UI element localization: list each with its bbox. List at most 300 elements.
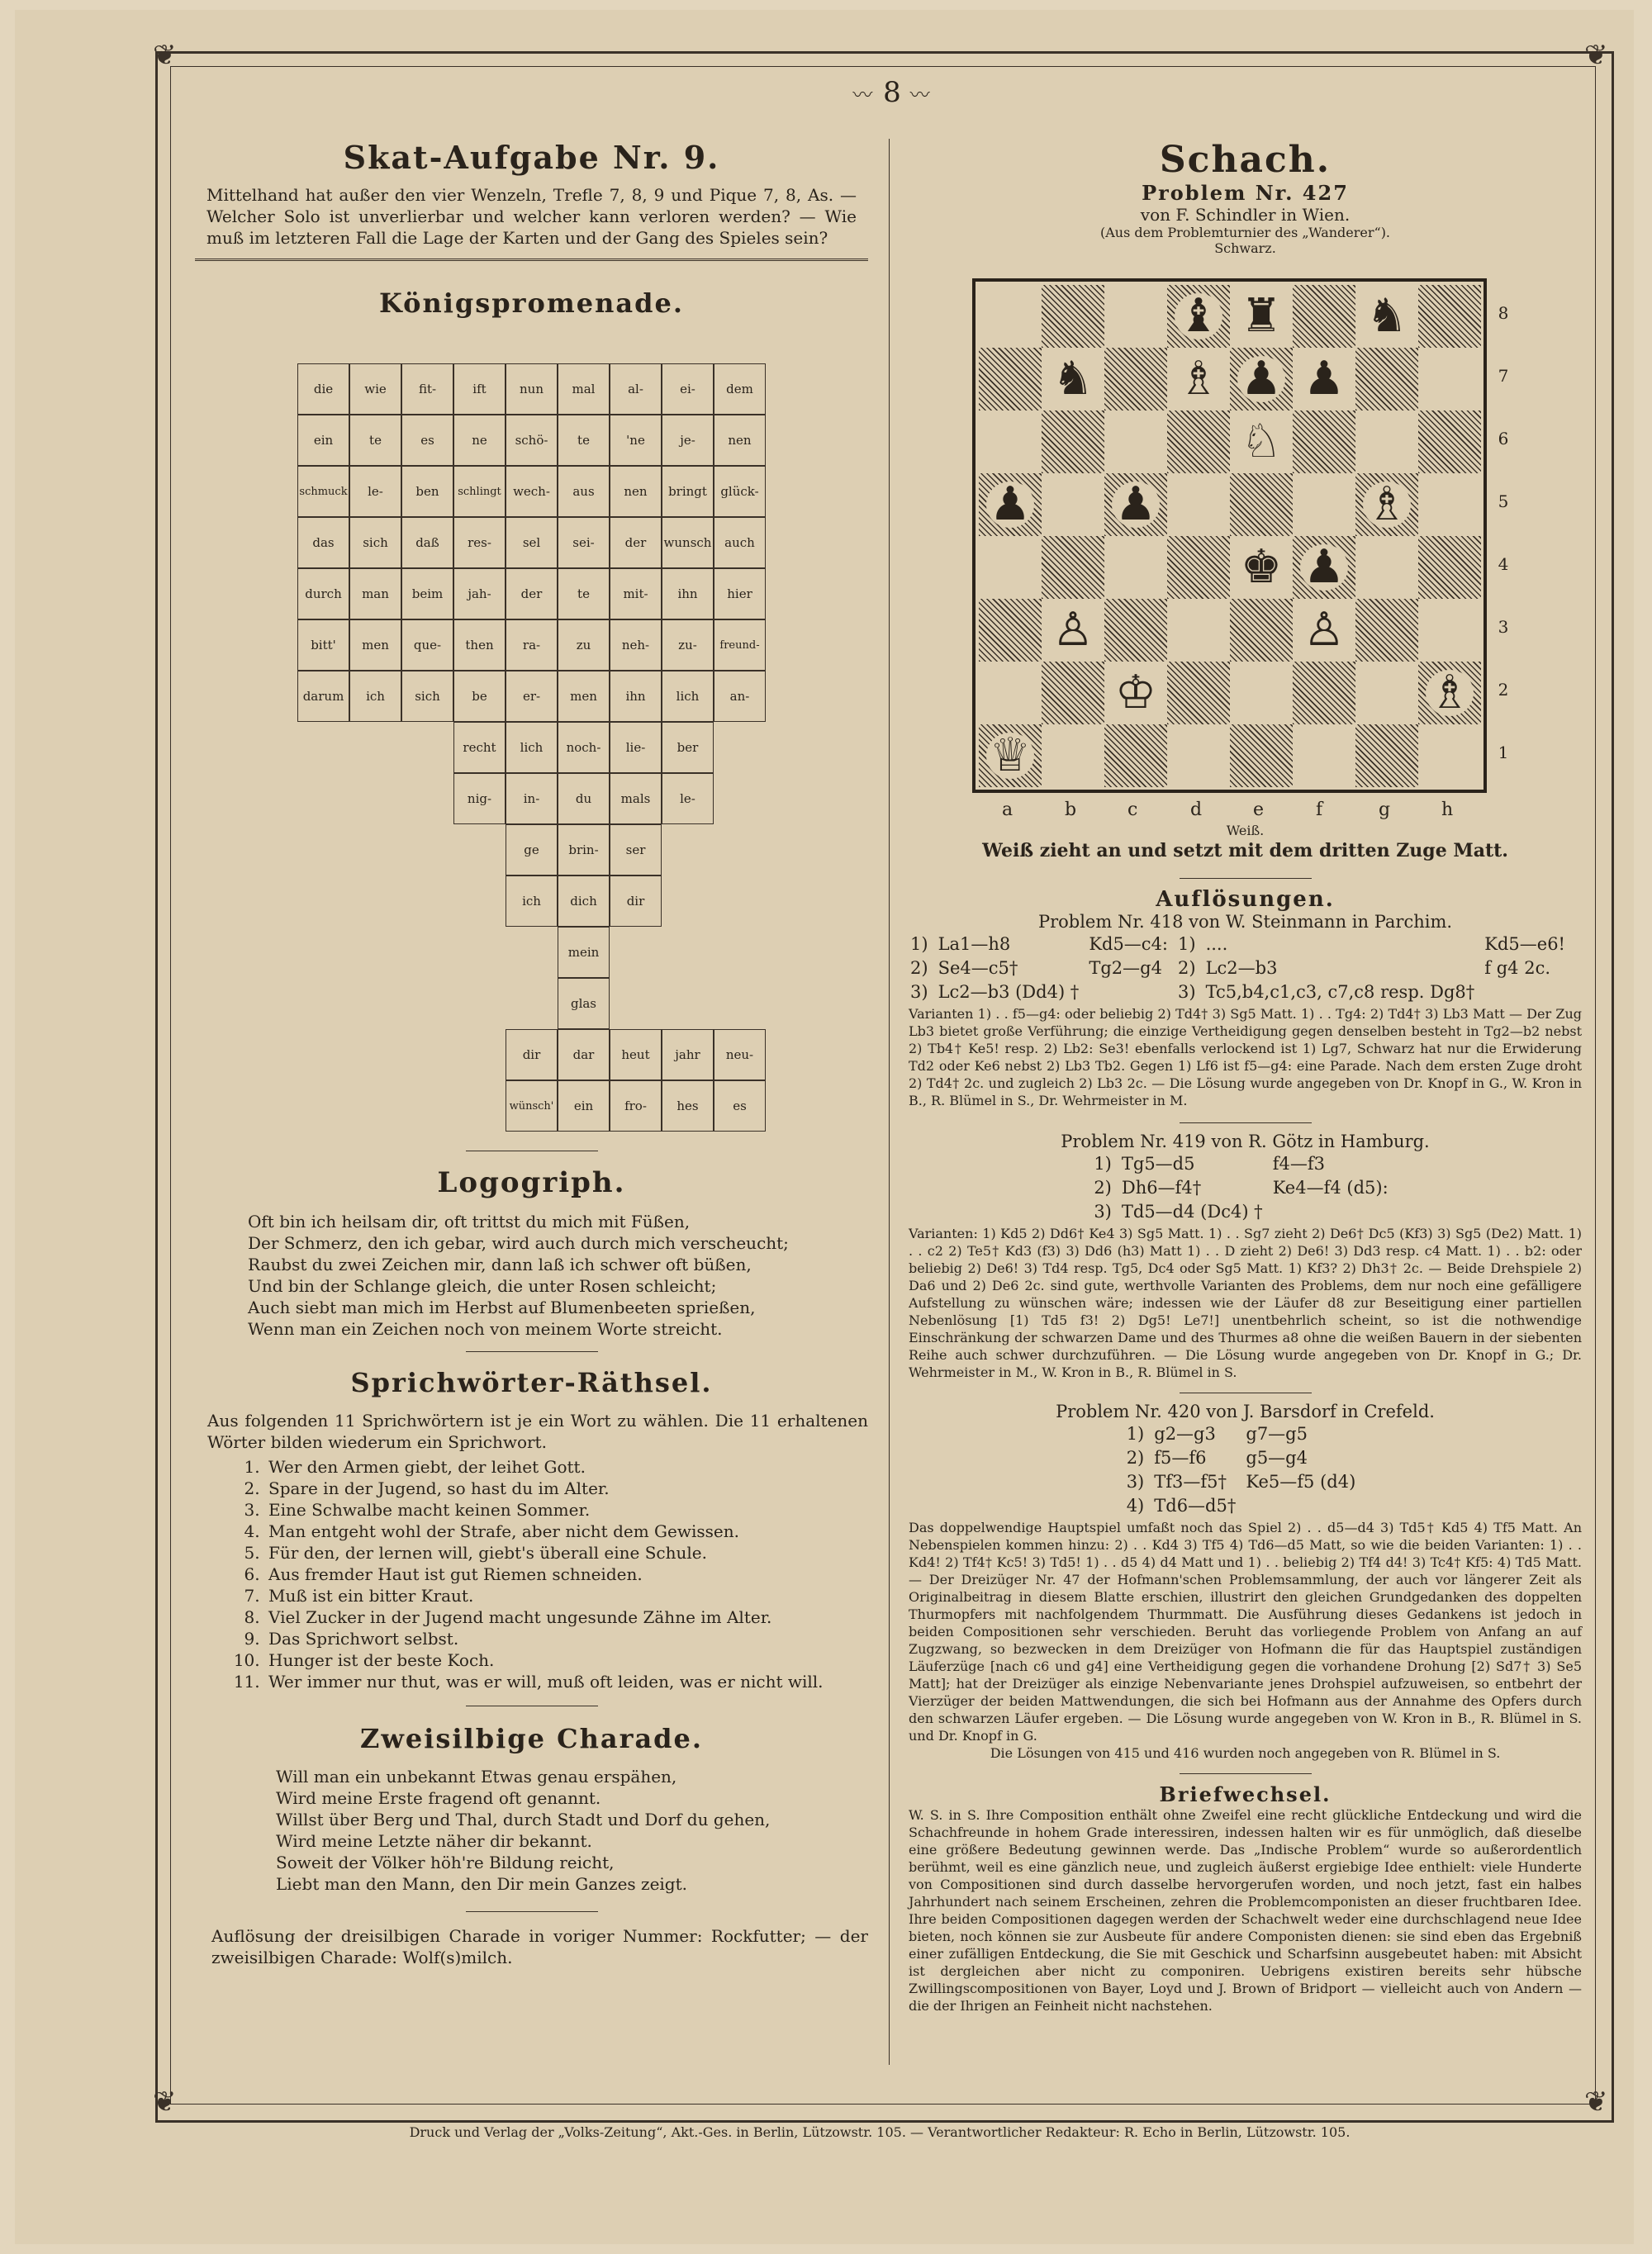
grid-cell: der bbox=[506, 568, 558, 619]
chess-square bbox=[1104, 473, 1167, 536]
grid-cell: ge bbox=[506, 824, 558, 876]
chess-square bbox=[1293, 536, 1355, 599]
move-cell: Tf3—f5† bbox=[1154, 1472, 1227, 1492]
list-item: 7. Muß ist ein bitter Kraut. bbox=[265, 1585, 868, 1606]
grid-cell: die bbox=[297, 363, 349, 415]
grid-cell: das bbox=[297, 517, 349, 568]
skat-text: Mittelhand hat außer den vier Wenzeln, Trefle 7, 8, 9 und Pique 7, 8, As. — Welcher Solo ist unverlierbar und welcher kann verloren werden? — Wie muß im letzteren Fall die Lage der Karten und der Gang des Spieles sein? bbox=[206, 185, 857, 248]
grid-cell: ihn bbox=[610, 671, 662, 722]
grid-cell: ei- bbox=[662, 363, 714, 415]
poem-line: Liebt man den Mann, den Dir mein Ganzes zeigt. bbox=[276, 1874, 687, 1894]
chess-piece: ♟ bbox=[1300, 356, 1348, 402]
move-cell: 2) bbox=[910, 958, 928, 978]
chess-square bbox=[1104, 536, 1167, 599]
chess-piece: ♘ bbox=[1237, 419, 1285, 465]
footer-rule bbox=[161, 2121, 1603, 2123]
grid-cell: ser bbox=[610, 824, 662, 876]
move-cell: Kd5—e6! bbox=[1484, 934, 1566, 954]
move-cell: 3) bbox=[1178, 982, 1196, 1002]
chess-square bbox=[1167, 724, 1230, 787]
rank-label: 3 bbox=[1498, 617, 1509, 637]
grid-cell: glas bbox=[558, 978, 610, 1029]
grid-cell: bitt' bbox=[297, 619, 349, 671]
sprichwoerter-title: Sprichwörter-Räthsel. bbox=[350, 1367, 713, 1398]
grid-cell: hes bbox=[662, 1080, 714, 1132]
grid-cell: man bbox=[349, 568, 401, 619]
move-cell: Ke5—f5 (d4) bbox=[1246, 1472, 1356, 1492]
grid-cell: zu- bbox=[662, 619, 714, 671]
chess-square bbox=[1167, 285, 1230, 348]
move-cell: 1) bbox=[910, 934, 928, 954]
grid-cell: sich bbox=[401, 671, 453, 722]
grid-cell: nun bbox=[506, 363, 558, 415]
move-row bbox=[1127, 1423, 1365, 1445]
grid-cell: recht bbox=[453, 722, 506, 773]
move-cell bbox=[1273, 1201, 1397, 1223]
grid-cell: mal bbox=[558, 363, 610, 415]
move-row bbox=[1094, 1153, 1396, 1175]
chess-square bbox=[1042, 662, 1104, 724]
poem-line: Willst über Berg und Thal, durch Stadt und Dorf du gehen, bbox=[276, 1810, 771, 1829]
grid-cell: es bbox=[714, 1080, 766, 1132]
p420-moves bbox=[1125, 1421, 1366, 1519]
chess-piece: ♗ bbox=[1426, 670, 1474, 716]
sprichwoerter-intro: Aus folgenden 11 Sprichwörtern ist je ein Wort zu wählen. Die 11 erhaltenen Wörter bilden wiederum ein Sprichwort. bbox=[207, 1411, 868, 1452]
grid-cell: wünsch' bbox=[506, 1080, 558, 1132]
corner-ornament-icon: ❦ bbox=[1584, 39, 1608, 72]
move-cell: Kd5—c4: bbox=[1089, 934, 1169, 954]
poem-line: Der Schmerz, den ich gebar, wird auch durch mich verscheucht; bbox=[248, 1233, 789, 1253]
left-column-lower bbox=[195, 1151, 868, 1968]
chess-square bbox=[1230, 410, 1293, 473]
move-cell: Tg5—d5 bbox=[1121, 1154, 1195, 1174]
chess-square bbox=[1418, 536, 1481, 599]
chess-square bbox=[1418, 348, 1481, 410]
grid-cell: nen bbox=[714, 415, 766, 466]
page-number-header bbox=[793, 76, 991, 109]
chess-piece: ♚ bbox=[1237, 544, 1285, 591]
move-row bbox=[910, 957, 1574, 980]
poem-line: Auch siebt man mich im Herbst auf Blumenbeeten sprießen, bbox=[248, 1298, 756, 1317]
chess-square bbox=[979, 536, 1042, 599]
chess-square bbox=[1418, 285, 1481, 348]
grid-cell: que- bbox=[401, 619, 453, 671]
move-cell bbox=[1484, 981, 1574, 1004]
grid-cell: ben bbox=[401, 466, 453, 517]
column-separator bbox=[889, 139, 890, 2065]
move-cell: 1) bbox=[1126, 1424, 1145, 1444]
grid-cell: der bbox=[610, 517, 662, 568]
rank-label: 8 bbox=[1498, 303, 1509, 323]
chess-square bbox=[979, 348, 1042, 410]
right-column bbox=[909, 139, 1582, 256]
grid-cell: schmuck bbox=[297, 466, 349, 517]
charade-title: Zweisilbige Charade. bbox=[359, 1723, 704, 1754]
move-cell: Td6—d5† bbox=[1154, 1496, 1237, 1516]
grid-cell: nig- bbox=[453, 773, 506, 824]
chess-square bbox=[1293, 410, 1355, 473]
chess-square bbox=[1230, 599, 1293, 662]
grid-cell: sel bbox=[506, 517, 558, 568]
grid-cell: dir bbox=[506, 1029, 558, 1080]
p420-note: Das doppelwendige Hauptspiel umfaßt noch das Spiel 2) . . d5—d4 3) Td5† Kd5 4) Tf5 Matt. An Nebenspielen kommen hinzu: 2) . . Kd4 3) Tf5 4) Td6—d5 Matt, so wie die beiden Varianten: 1) . . Kd4! 2) Tf4† Kc5! 3) Td5! 1) . . d5 4) d4 Matt und 1) . . beliebig 2) Tf4 d4! 3) Tc4† Kf5: 4) Td5 Matt. — Der Dreizüger Nr. 47 der Hofmann'schen Problemsammlung, der auch vor längerer Zeit als Originalbeitrag in diesem Blatte erschien, illustrirt den gleichen Grundgedanken des doppelten Thurmopfers mit nachfolgendem Thurmmatt. Die Ausführung dieses Gedankens ist jedoch in beiden Compositionen sehr verschieden. Beruht das vorliegende Problem von Anfang an auf Zugzwang, so bezwecken in dem Dreizüger von Hofmann die für das Hauptspiel zuständigen Läuferzüge [nach c6 und g4] eine Vertheidigung gegen die vorhandene Drohung [2) Sd7† 3) Se5 Matt]; hat der Dreizüger als einzige Nebenvariante jenes Drohspiel aufzuweisen, so entbehrt der Vierzüger der beiden Mattwendungen, die sich bei Hofmann aus der Annahme des Opfers durch den schwarzen Läufer ergeben. — Die Lösung wurde angegeben von W. Kron in B., R. Blümel in S. und Dr. Knopf in G. bbox=[909, 1520, 1582, 1744]
grid-cell: es bbox=[401, 415, 453, 466]
briefwechsel-title: Briefwechsel. bbox=[1159, 1782, 1332, 1806]
chess-square bbox=[1104, 599, 1167, 662]
chess-square bbox=[1104, 662, 1167, 724]
corner-ornament-icon: ❦ bbox=[1584, 2086, 1608, 2119]
list-item: 9. Das Sprichwort selbst. bbox=[265, 1628, 868, 1649]
p420-note2: Die Lösungen von 415 und 416 wurden noch angegeben von R. Blümel in S. bbox=[990, 1745, 1501, 1761]
grid-cell: men bbox=[349, 619, 401, 671]
move-cell: g5—g4 bbox=[1246, 1448, 1308, 1468]
chess-piece: ♙ bbox=[1300, 607, 1348, 653]
chess-square bbox=[1167, 599, 1230, 662]
corner-ornament-icon: ❦ bbox=[153, 2086, 177, 2119]
move-row bbox=[1127, 1447, 1365, 1469]
chess-square bbox=[1230, 473, 1293, 536]
rank-label: 5 bbox=[1498, 491, 1509, 511]
move-cell: f g4 2c. bbox=[1484, 958, 1551, 978]
section-divider bbox=[466, 1911, 598, 1912]
grid-cell: mit- bbox=[610, 568, 662, 619]
grid-cell: heut bbox=[610, 1029, 662, 1080]
left-column bbox=[195, 139, 868, 319]
list-item: 3. Eine Schwalbe macht keinen Sommer. bbox=[265, 1499, 868, 1521]
grid-cell: neh- bbox=[610, 619, 662, 671]
chess-piece: ♗ bbox=[1175, 356, 1222, 402]
grid-cell: nen bbox=[610, 466, 662, 517]
chess-piece: ♔ bbox=[1112, 670, 1160, 716]
chess-piece: ♕ bbox=[986, 733, 1034, 779]
chess-square bbox=[1042, 536, 1104, 599]
chess-square bbox=[1104, 348, 1167, 410]
briefwechsel-text: W. S. in S. Ihre Composition enthält ohne Zweifel eine recht glückliche Entdeckung und wird die Schachfreunde in hohem Grade interessiren, indessen halten wir es für unmöglich, daß dieselbe eine größere Bedeutung gewinnen werde. Das „Indische Problem“ wurde so außerordentlich berühmt, weil es eine gänzlich neue, und zugleich äußerst ergiebige Idee enthielt: viele Hunderte von Compositionen sind durch dasselbe hervorgerufen worden, und noch jetzt, fast ein halbes Jahrhundert nach seinem Erscheinen, zehren die Problemcomponisten an dieser fruchtbaren Idee. Ihre beiden Compositionen dagegen werden der Schachwelt weder eine durchschlagend neue Idee bieten, noch können sie zur Ausbeute für andere Componisten dienen: sie sind eben das Ergebniß einer zufälligen Entdeckung, die Sie mit Geschick und Scharfsinn ausgebeutet haben: mit Absicht ist dergleichen aber nicht zu componiren. Uebrigens existiren bereits sehr hübsche Zwillingscompositionen von Bayer, Loyd und J. Brown of Bridport — vielleicht auch von Andern — die der Ihrigen an Feinheit nicht nachstehen. bbox=[909, 1807, 1582, 2014]
grid-cell: je- bbox=[662, 415, 714, 466]
p418-note: Varianten 1) . . f5—g4: oder beliebig 2) Td4† 3) Sg5 Matt. 1) . . Tg4: 2) Td4† 3) Lb3 Matt — Der Zug Lb3 bietet große Verführung; die einzige Vertheidigung gegen denselben besteht in Tg2—b2 nebst 2) Tb4† Ke5! resp. 2) Lb2: Se3! ebenfalls verlockend ist 1) Lg7, Schwarz hat nur die Erwiderung Td2 oder Ke6 nebst 2) Lb3 Tb2. Gegen 1) Lf6 ist f5—g4: eine Parade. Nach dem ersten Zuge droht 2) Td4† 2c. und zugleich 2) Lb3 2c. — Die Lösung wurde angegeben von Dr. Knopf in G., W. Kron in B., R. Blümel in S., Dr. Wehrmeister in M. bbox=[909, 1006, 1582, 1108]
footer-imprint: Druck und Verlag der „Volks-Zeitung“, Akt.-Ges. in Berlin, Lützowstr. 105. — Verantwortlicher Redakteur: R. Echo in Berlin, Lützowstr. 105. bbox=[409, 2124, 1351, 2140]
grid-cell: te bbox=[558, 568, 610, 619]
chess-square bbox=[1293, 662, 1355, 724]
poem-line: Wird meine Erste fragend oft genannt. bbox=[276, 1788, 601, 1808]
move-row bbox=[1127, 1471, 1365, 1493]
poem-line: Wenn man ein Zeichen noch von meinem Worte streicht. bbox=[248, 1319, 723, 1339]
file-label: e bbox=[1253, 800, 1265, 820]
grid-cell: then bbox=[453, 619, 506, 671]
file-label: f bbox=[1316, 800, 1323, 820]
chess-square bbox=[1167, 473, 1230, 536]
move-cell: Dh6—f4† bbox=[1121, 1178, 1202, 1198]
black-label: Schwarz. bbox=[1214, 240, 1276, 256]
grid-cell: schö- bbox=[506, 415, 558, 466]
grid-cell: schlingt bbox=[453, 466, 506, 517]
chess-square bbox=[1042, 285, 1104, 348]
chess-piece: ♙ bbox=[1049, 607, 1097, 653]
grid-cell: ein bbox=[297, 415, 349, 466]
poem-line: Raubst du zwei Zeichen mir, dann laß ich schwer oft büßen, bbox=[248, 1255, 752, 1274]
chess-piece: ♟ bbox=[1300, 544, 1348, 591]
chess-square bbox=[1293, 348, 1355, 410]
move-cell: g2—g3 bbox=[1154, 1424, 1216, 1444]
aufloesungen-title: Auflösungen. bbox=[1156, 887, 1335, 912]
move-cell: f4—f3 bbox=[1272, 1154, 1325, 1174]
problem-author: von F. Schindler in Wien. bbox=[1140, 205, 1351, 225]
grid-cell: lich bbox=[506, 722, 558, 773]
list-item: 2. Spare in der Jugend, so hast du im Alter. bbox=[265, 1478, 868, 1499]
rank-label: 6 bbox=[1498, 429, 1509, 448]
chess-piece: ♞ bbox=[1363, 293, 1411, 339]
logogriph-title: Logogriph. bbox=[437, 1166, 626, 1199]
poem-line: Oft bin ich heilsam dir, oft trittst du mich mit Füßen, bbox=[248, 1212, 691, 1231]
file-label: h bbox=[1441, 800, 1454, 820]
move-cell: Tc5,b4,c1,c3, c7,c8 resp. Dg8† bbox=[1205, 982, 1475, 1002]
chess-square bbox=[1355, 724, 1418, 787]
move-cell: Tg2—g4 bbox=[1089, 958, 1162, 978]
chess-square bbox=[1104, 410, 1167, 473]
list-item: 5. Für den, der lernen will, giebt's überall eine Schule. bbox=[265, 1542, 868, 1564]
move-cell: Lc2—b3 (Dd4) † bbox=[938, 982, 1080, 1002]
move-cell bbox=[1089, 981, 1176, 1004]
move-cell: 3) bbox=[1094, 1202, 1112, 1222]
file-label: a bbox=[1002, 800, 1014, 820]
move-cell: Lc2—b3 bbox=[1205, 958, 1278, 978]
grid-cell: wech- bbox=[506, 466, 558, 517]
poem-line: Wird meine Letzte näher dir bekannt. bbox=[276, 1831, 592, 1851]
grid-cell: an- bbox=[714, 671, 766, 722]
grid-cell: ra- bbox=[506, 619, 558, 671]
grid-cell: dem bbox=[714, 363, 766, 415]
chess-square bbox=[1230, 536, 1293, 599]
grid-cell: ne bbox=[453, 415, 506, 466]
chess-square bbox=[1355, 410, 1418, 473]
poem-line: Will man ein unbekannt Etwas genau erspähen, bbox=[276, 1767, 677, 1787]
move-cell: f5—f6 bbox=[1154, 1448, 1207, 1468]
koenigspromenade-grid bbox=[297, 363, 768, 1111]
skat-divider bbox=[195, 259, 868, 261]
grid-cell: te bbox=[558, 415, 610, 466]
grid-cell: glück- bbox=[714, 466, 766, 517]
chess-square bbox=[1230, 724, 1293, 787]
section-divider bbox=[1180, 1773, 1312, 1774]
chess-square bbox=[979, 599, 1042, 662]
chess-piece: ♗ bbox=[1363, 482, 1411, 528]
chess-square bbox=[1230, 348, 1293, 410]
move-cell: 1) bbox=[1094, 1154, 1112, 1174]
grid-cell: ihn bbox=[662, 568, 714, 619]
p419-note: Varianten: 1) Kd5 2) Dd6† Ke4 3) Sg5 Matt. 1) . . Sg7 zieht 2) De6† Dc5 (Kf3) 3) Sg5 (De2) Matt. 1) . . c2 2) Te5† Kd3 (f3) 3) Dd6 (h3) Matt 1) . . D zieht 2) De6! 3) Dd3 resp. c4 Matt. 1) . . b2: oder beliebig 2) De6! 3) Td4 resp. Tg5, Dc4 oder Sg5 Matt. 1) Kf3? 2) Dh3† 2c. — Beide Drehspiele 2) Da6 und 2) De6 2c. sind gute, werthvolle Varianten des Problems, dem nur noch eine gefälligere Aufstellung zu wünschen wäre; indessen wie der Läufer d8 zur Beseitigung einer partiellen Nebenlösung [1) Td5 f3! 2) Dg5! Le7!] unentbehrlich scheint, so ist die nothwendige Einschränkung der schwarzen Dame und des Thurmes a8 ohne die weißen Bauern in der siebenten Reihe auch schwer durchzuführen. — Die Lösung wurde angegeben von Dr. Knopf in G.; Dr. Wehrmeister in M., W. Kron in B., R. Blümel in S. bbox=[909, 1226, 1582, 1380]
chess-square bbox=[1355, 348, 1418, 410]
right-column-lower bbox=[909, 823, 1582, 2014]
schach-title: Schach. bbox=[1159, 139, 1332, 181]
move-cell: 2) bbox=[1126, 1448, 1145, 1468]
grid-cell: freund- bbox=[714, 619, 766, 671]
charade-poem bbox=[195, 1766, 868, 1895]
list-item: 8. Viel Zucker in der Jugend macht ungesunde Zähne im Alter. bbox=[265, 1606, 868, 1628]
poem-line: Soweit der Völker höh're Bildung reicht, bbox=[276, 1853, 615, 1872]
list-item: 6. Aus fremder Haut ist gut Riemen schneiden. bbox=[265, 1564, 868, 1585]
p418-moves bbox=[909, 932, 1575, 1005]
section-divider bbox=[1180, 878, 1312, 879]
list-item: 10. Hunger ist der beste Koch. bbox=[265, 1649, 868, 1671]
move-row bbox=[1094, 1201, 1396, 1223]
grid-cell: ein bbox=[558, 1080, 610, 1132]
charade-solution: Auflösung der dreisilbigen Charade in voriger Nummer: Rockfutter; — der zweisilbigen Charade: Wolf(s)milch. bbox=[211, 1926, 868, 1967]
rank-label: 7 bbox=[1498, 366, 1509, 386]
chess-square bbox=[1167, 348, 1230, 410]
rank-label: 1 bbox=[1498, 743, 1509, 762]
chess-piece: ♞ bbox=[1049, 356, 1097, 402]
grid-cell: al- bbox=[610, 363, 662, 415]
chess-square bbox=[979, 473, 1042, 536]
chess-square bbox=[1293, 599, 1355, 662]
chess-square bbox=[979, 410, 1042, 473]
grid-cell: jahr bbox=[662, 1029, 714, 1080]
move-row bbox=[910, 981, 1574, 1004]
chess-piece: ♟ bbox=[1112, 482, 1160, 528]
grid-cell: daß bbox=[401, 517, 453, 568]
chess-square bbox=[1418, 724, 1481, 787]
chess-square bbox=[1167, 410, 1230, 473]
grid-cell: bringt bbox=[662, 466, 714, 517]
file-label: d bbox=[1190, 800, 1203, 820]
move-cell: Ke4—f4 (d5): bbox=[1272, 1178, 1389, 1198]
chess-piece: ♝ bbox=[1175, 293, 1222, 339]
chess-square bbox=[1167, 536, 1230, 599]
grid-cell: hier bbox=[714, 568, 766, 619]
grid-cell: sei- bbox=[558, 517, 610, 568]
grid-cell: in- bbox=[506, 773, 558, 824]
p420-title: Problem Nr. 420 von J. Barsdorf in Crefeld. bbox=[1056, 1402, 1435, 1421]
chess-square bbox=[1230, 662, 1293, 724]
chess-square bbox=[1355, 473, 1418, 536]
grid-cell: wie bbox=[349, 363, 401, 415]
chess-square bbox=[1167, 662, 1230, 724]
grid-cell: fit- bbox=[401, 363, 453, 415]
grid-cell: fro- bbox=[610, 1080, 662, 1132]
poem-line: Und bin der Schlange gleich, die unter Rosen schleicht; bbox=[248, 1276, 717, 1296]
chess-piece: ♟ bbox=[1237, 356, 1285, 402]
list-item: 11. Wer immer nur thut, was er will, muß oft leiden, was er nicht will. bbox=[265, 1671, 868, 1692]
move-cell: La1—h8 bbox=[938, 934, 1011, 954]
grid-cell: beim bbox=[401, 568, 453, 619]
sprichwoerter-list bbox=[195, 1456, 868, 1692]
grid-cell: le- bbox=[349, 466, 401, 517]
chess-square bbox=[1355, 285, 1418, 348]
chess-square bbox=[1418, 599, 1481, 662]
rank-label: 2 bbox=[1498, 680, 1509, 700]
chess-piece: ♜ bbox=[1237, 293, 1285, 339]
move-cell: 3) bbox=[1126, 1472, 1145, 1492]
grid-cell: brin- bbox=[558, 824, 610, 876]
chess-square bbox=[979, 724, 1042, 787]
file-label: c bbox=[1127, 800, 1138, 820]
move-row bbox=[1127, 1495, 1365, 1517]
chess-board bbox=[972, 278, 1487, 793]
rank-label: 4 bbox=[1498, 554, 1509, 574]
grid-cell: neu- bbox=[714, 1029, 766, 1080]
grid-cell: zu bbox=[558, 619, 610, 671]
page-number: 8 bbox=[883, 76, 901, 109]
chess-square bbox=[1293, 285, 1355, 348]
grid-cell: mals bbox=[610, 773, 662, 824]
grid-cell: jah- bbox=[453, 568, 506, 619]
grid-cell: aus bbox=[558, 466, 610, 517]
grid-cell: mein bbox=[558, 927, 610, 978]
move-cell: 3) bbox=[910, 982, 928, 1002]
problem-source: (Aus dem Problemturnier des „Wanderer“). bbox=[1099, 225, 1391, 240]
chess-square bbox=[1042, 473, 1104, 536]
grid-cell: ift bbox=[453, 363, 506, 415]
grid-cell: wunsch bbox=[662, 517, 714, 568]
chess-square bbox=[1042, 410, 1104, 473]
grid-cell: lie- bbox=[610, 722, 662, 773]
grid-cell: dir bbox=[610, 876, 662, 927]
chess-square bbox=[1355, 599, 1418, 662]
p418-title: Problem Nr. 418 von W. Steinmann in Parchim. bbox=[1037, 912, 1453, 932]
grid-cell: durch bbox=[297, 568, 349, 619]
grid-cell: be bbox=[453, 671, 506, 722]
move-row bbox=[1094, 1177, 1396, 1199]
logogriph-poem bbox=[195, 1211, 868, 1340]
grid-cell: ich bbox=[349, 671, 401, 722]
grid-cell: noch- bbox=[558, 722, 610, 773]
move-cell: 2) bbox=[1178, 958, 1196, 978]
move-cell: g7—g5 bbox=[1246, 1424, 1308, 1444]
grid-cell: men bbox=[558, 671, 610, 722]
chess-square bbox=[1042, 348, 1104, 410]
file-label: g bbox=[1379, 800, 1391, 820]
chess-square bbox=[1104, 285, 1167, 348]
chess-square bbox=[1418, 662, 1481, 724]
skat-title: Skat-Aufgabe Nr. 9. bbox=[343, 139, 720, 176]
move-cell: 1) bbox=[1178, 934, 1196, 954]
grid-cell: er- bbox=[506, 671, 558, 722]
grid-cell: dich bbox=[558, 876, 610, 927]
chess-square bbox=[1293, 473, 1355, 536]
grid-cell: du bbox=[558, 773, 610, 824]
white-label: Weiß. bbox=[1226, 823, 1265, 838]
grid-cell: auch bbox=[714, 517, 766, 568]
move-cell: 2) bbox=[1094, 1178, 1112, 1198]
move-row bbox=[910, 933, 1574, 956]
chess-square bbox=[1042, 724, 1104, 787]
list-item: 4. Man entgeht wohl der Strafe, aber nicht dem Gewissen. bbox=[265, 1521, 868, 1542]
move-cell: Td5—d4 (Dc4) † bbox=[1121, 1202, 1263, 1222]
chess-square bbox=[1104, 724, 1167, 787]
chess-square bbox=[1418, 410, 1481, 473]
grid-cell: darum bbox=[297, 671, 349, 722]
problem-task: Weiß zieht an und setzt mit dem dritten Zuge Matt. bbox=[982, 840, 1508, 861]
chess-square bbox=[1293, 724, 1355, 787]
grid-cell: 'ne bbox=[610, 415, 662, 466]
chess-square bbox=[1355, 536, 1418, 599]
p419-title: Problem Nr. 419 von R. Götz in Hamburg. bbox=[1061, 1132, 1430, 1151]
header-ornament-right-icon: 〰 bbox=[909, 83, 932, 107]
grid-cell: res- bbox=[453, 517, 506, 568]
chess-square bbox=[1355, 662, 1418, 724]
koenigspromenade-title: Königspromenade. bbox=[379, 287, 684, 319]
chess-square bbox=[1230, 285, 1293, 348]
problem-title: Problem Nr. 427 bbox=[1142, 181, 1349, 205]
grid-cell: te bbox=[349, 415, 401, 466]
move-cell bbox=[1246, 1495, 1364, 1517]
chess-piece: ♟ bbox=[986, 482, 1034, 528]
chess-square bbox=[1418, 473, 1481, 536]
p419-moves bbox=[1092, 1151, 1398, 1225]
file-label: b bbox=[1065, 800, 1077, 820]
header-ornament-left-icon: 〰 bbox=[852, 83, 875, 107]
move-cell: Se4—c5† bbox=[938, 958, 1018, 978]
